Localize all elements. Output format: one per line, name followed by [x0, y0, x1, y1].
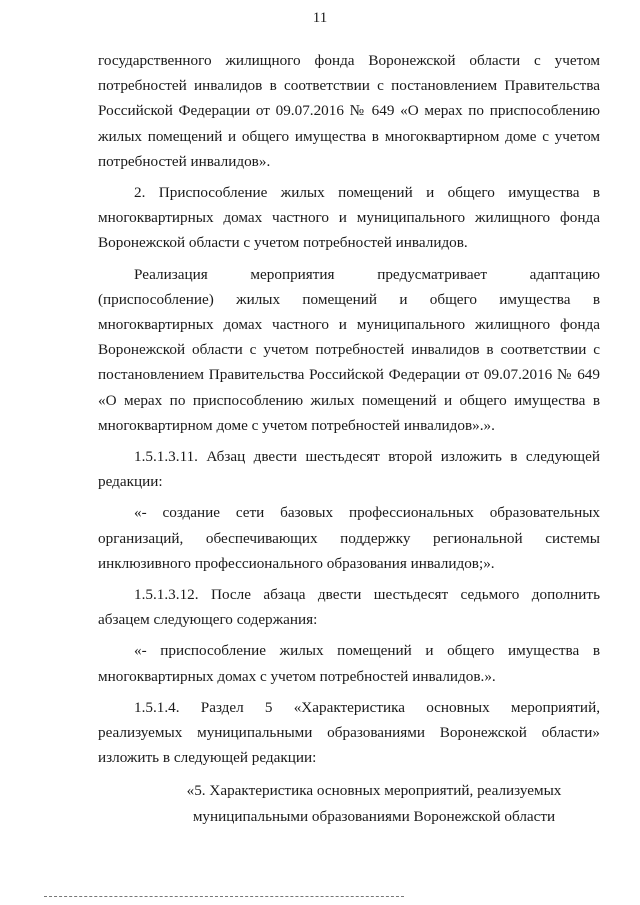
section-heading-line-2: муниципальными образованиями Воронежской области [192, 807, 556, 825]
paragraph-quote-creation: «- создание сети базовых профессиональных образовательных организаций, обеспечивающих поддержку региональной системы инклюзивного профессионального образования инвалидов;». [98, 504, 600, 572]
footer-divider [44, 896, 404, 897]
section-heading-line-1: «5. Характеристика основных мероприятий, реализуемых [186, 782, 562, 800]
paragraph-quote-adaptation: «- приспособление жилых помещений и общего имущества в многоквартирных домах с учетом потребностей инвалидов.». [98, 642, 600, 685]
paragraph-1-5-1-3-12: 1.5.1.3.12. После абзаца двести шестьдесят седьмого дополнить абзацем следующего содержания: [98, 586, 600, 629]
paragraph-1-5-1-3-11: 1.5.1.3.11. Абзац двести шестьдесят второй изложить в следующей редакции: [98, 448, 600, 491]
page-number: 11 [312, 10, 328, 26]
section-heading [98, 778, 564, 828]
paragraph-item-2: 2. Приспособление жилых помещений и общего имущества в многоквартирных домах частного и муниципального жилищного фонда Воронежской области с учетом потребностей инвалидов. [98, 184, 600, 252]
paragraph-implementation: Реализация мероприятия предусматривает адаптацию (приспособление) жилых помещений и общего имущества в многоквартирных домах частного и муниципального жилищного фонда Воронежской области с учетом потребностей инвалидов в соответствии с постановлением Правительства Российской Федерации от 09.07.2016 № 649 «О мерах по приспособлению жилых помещений и общего имущества в многоквартирном доме с учетом потребностей инвалидов».». [98, 265, 600, 434]
paragraph-continuation: государственного жилищного фонда Воронежской области с учетом потребностей инвалидов в соответствии с постановлением Правительства Российской Федерации от 09.07.2016 № 649 «О мерах по приспособлению жилых помещений и общего имущества в многоквартирном доме с учетом потребностей инвалидов». [98, 52, 600, 170]
document-body [98, 48, 600, 829]
paragraph-1-5-1-4: 1.5.1.4. Раздел 5 «Характеристика основных мероприятий, реализуемых муниципальными образованиями Воронежской области» изложить в следующей редакции: [98, 698, 600, 767]
